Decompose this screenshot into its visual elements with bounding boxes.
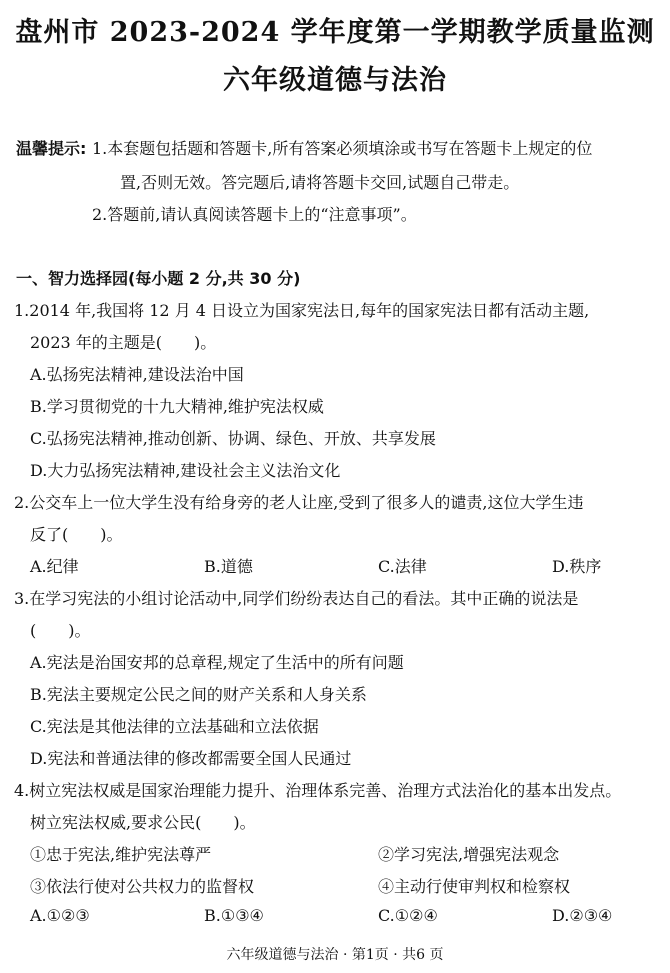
page-footer: 六年级道德与法治 · 第1页 · 共6 页 <box>226 947 444 963</box>
q4-option-b: B.①③④ <box>204 906 264 925</box>
q2-stem-2: 反了( )。 <box>30 525 123 544</box>
q4-stem-1: 4.树立宪法权威是国家治理能力提升、治理体系完善、治理方式法治化的基本出发点。 <box>14 781 622 800</box>
q2-stem-1: 2.公交车上一位大学生没有给身旁的老人让座,受到了很多人的谴责,这位大学生违 <box>14 493 584 512</box>
section-heading: 一、智力选择园(每小题 2 分,共 30 分) <box>16 269 301 288</box>
q4-statement-2: ②学习宪法,增强宪法观念 <box>378 845 560 864</box>
q3-stem-2: ( )。 <box>30 621 91 640</box>
q1-option-c: C.弘扬宪法精神,推动创新、协调、绿色、开放、共享发展 <box>30 429 436 448</box>
q4-statement-4: ④主动行使审判权和检察权 <box>378 877 571 896</box>
q3-stem-1: 3.在学习宪法的小组讨论活动中,同学们纷纷表达自己的看法。其中正确的说法是 <box>14 589 579 608</box>
q4-option-d: D.②③④ <box>552 906 613 925</box>
q2-option-d: D.秩序 <box>552 557 602 576</box>
exam-title: 盘州市 2023-2024 学年度第一学期教学质量监测 <box>15 17 655 48</box>
q1-option-d: D.大力弘扬宪法精神,建设社会主义法治文化 <box>30 461 341 480</box>
notice-line-2: 置,否则无效。答完题后,请将答题卡交回,试题自己带走。 <box>120 173 520 192</box>
q3-option-d: D.宪法和普通法律的修改都需要全国人民通过 <box>30 749 352 768</box>
q4-option-a: A.①②③ <box>30 906 90 925</box>
q4-statement-1: ①忠于宪法,维护宪法尊严 <box>30 845 212 864</box>
q3-option-b: B.宪法主要规定公民之间的财产关系和人身关系 <box>30 685 367 704</box>
q1-stem-2: 2023 年的主题是( )。 <box>30 333 217 352</box>
notice-line-1: 1.本套题包括题和答题卡,所有答案必须填涂或书写在答题卡上规定的位 <box>92 139 593 158</box>
q3-option-c: C.宪法是其他法律的立法基础和立法依据 <box>30 717 319 736</box>
q4-statement-3: ③依法行使对公共权力的监督权 <box>30 877 255 896</box>
q3-option-a: A.宪法是治国安邦的总章程,规定了生活中的所有问题 <box>30 653 404 672</box>
subject-title: 六年级道德与法治 <box>223 65 447 96</box>
q2-option-c: C.法律 <box>378 557 427 576</box>
q4-stem-2: 树立宪法权威,要求公民( )。 <box>30 813 256 832</box>
q1-option-a: A.弘扬宪法精神,建设法治中国 <box>30 365 244 384</box>
q4-option-c: C.①②④ <box>378 906 438 925</box>
q2-option-b: B.道德 <box>204 557 253 576</box>
notice-line-3: 2.答题前,请认真阅读答题卡上的“注意事项”。 <box>92 205 417 224</box>
q1-option-b: B.学习贯彻党的十九大精神,维护宪法权威 <box>30 397 324 416</box>
q1-stem-1: 1.2014 年,我国将 12 月 4 日设立为国家宪法日,每年的国家宪法日都有活动主题, <box>14 301 590 320</box>
q2-option-a: A.纪律 <box>30 557 79 576</box>
notice-label: 温馨提示: <box>16 139 87 158</box>
